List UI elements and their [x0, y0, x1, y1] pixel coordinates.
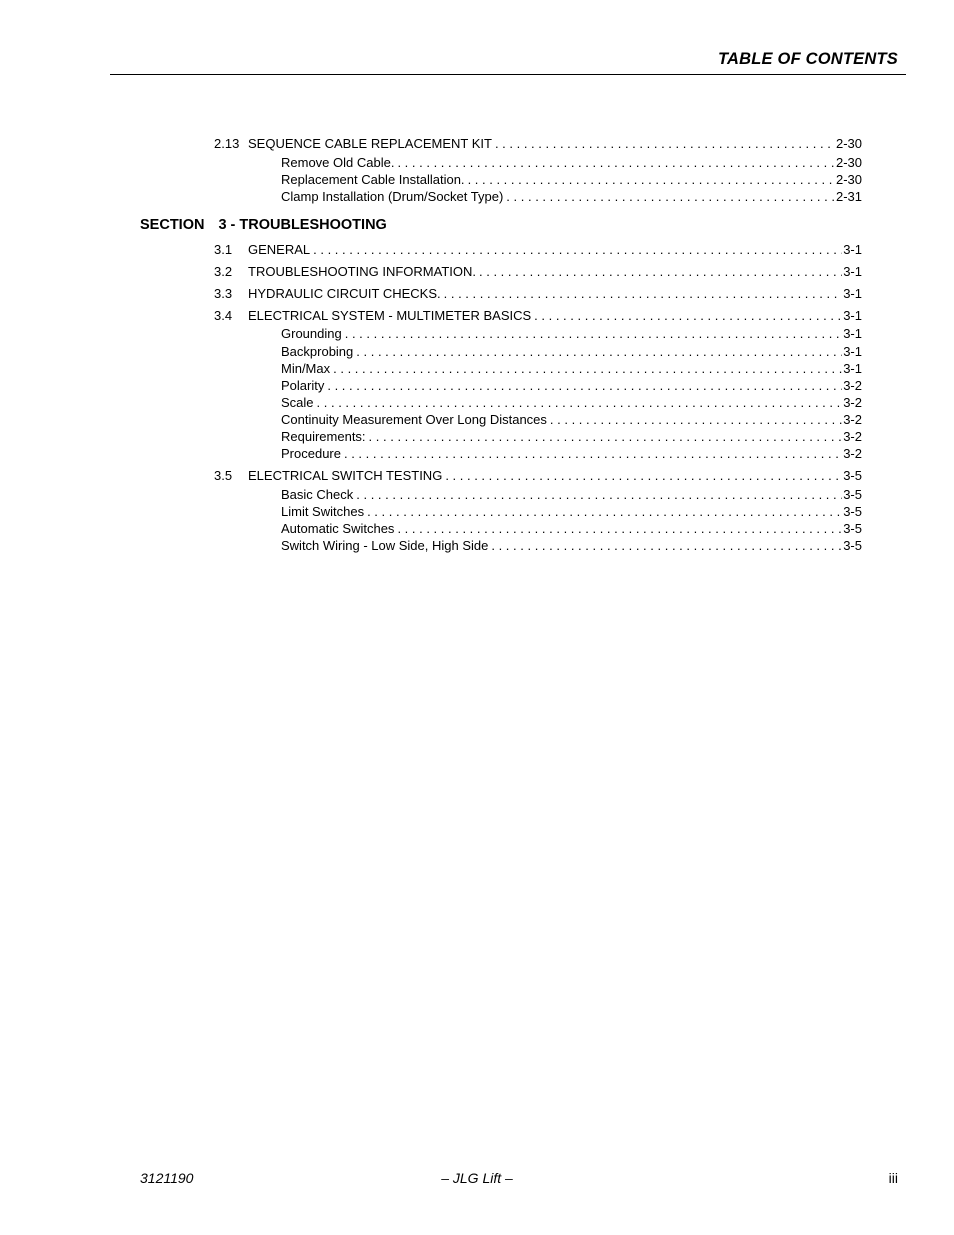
toc-subentry[interactable] [281, 412, 862, 428]
toc-entry-number: 3.5 [214, 468, 233, 483]
toc-subentry[interactable] [281, 429, 862, 445]
dot-leader [506, 189, 835, 205]
toc-subentry[interactable] [281, 344, 862, 360]
toc-entry-title: Limit Switches [281, 504, 365, 519]
toc-entry-title: Replacement Cable Installation. [281, 172, 465, 187]
toc-entry[interactable] [214, 136, 862, 152]
dot-leader [333, 361, 842, 377]
toc-entry-title: SEQUENCE CABLE REPLACEMENT KIT [248, 136, 492, 151]
toc-entry-page: 3-2 [843, 429, 862, 444]
dot-leader [317, 395, 843, 411]
toc-entry-title: Backprobing [281, 344, 354, 359]
dot-leader [367, 504, 842, 520]
toc-entry-page: 3-1 [843, 308, 862, 323]
toc-entry-page: 3-5 [843, 487, 862, 502]
dot-leader [534, 308, 842, 324]
toc-entry-page: 3-5 [843, 521, 862, 536]
toc-entry-title: Switch Wiring - Low Side, High Side [281, 538, 489, 553]
dot-leader [550, 412, 842, 428]
toc-subentry[interactable] [281, 326, 862, 342]
toc-entry-title: Continuity Measurement Over Long Distances [281, 412, 547, 427]
dot-leader [356, 487, 842, 503]
toc-subentry[interactable] [281, 538, 862, 554]
toc-entry-page: 3-2 [843, 446, 862, 461]
toc-entry-page: 3-1 [843, 264, 862, 279]
toc-entry-page: 2-30 [835, 172, 862, 187]
toc-entry-page: 3-1 [843, 242, 862, 257]
toc-entry-page: 3-1 [843, 344, 862, 359]
footer-brand: – JLG Lift – [441, 1170, 513, 1186]
dot-leader [397, 155, 835, 171]
toc-subentry[interactable] [281, 378, 862, 394]
section-label: SECTION [140, 217, 205, 233]
toc-entry[interactable] [214, 264, 862, 280]
toc-entry[interactable] [214, 286, 862, 302]
toc-subentry[interactable] [281, 172, 862, 188]
toc-entry-page: 2-30 [835, 155, 862, 170]
toc-entry-title: ELECTRICAL SWITCH TESTING [248, 468, 443, 483]
section-title: 3 - TROUBLESHOOTING [218, 217, 387, 233]
toc-entry-page: 3-1 [843, 326, 862, 341]
toc-entry-number: 3.1 [214, 242, 233, 257]
toc-entry-page: 2-30 [835, 136, 862, 151]
dot-leader [444, 286, 843, 302]
toc-entry-title: Procedure [281, 446, 341, 461]
toc-entry-number: 3.4 [214, 308, 233, 323]
toc-entry-title: HYDRAULIC CIRCUIT CHECKS. [248, 286, 441, 301]
toc-entry[interactable] [214, 308, 862, 324]
dot-leader [445, 468, 842, 484]
dot-leader [479, 264, 842, 280]
toc-entry[interactable] [214, 242, 862, 258]
toc-entry-title: Automatic Switches [281, 521, 395, 536]
toc-entry-page: 3-5 [843, 538, 862, 553]
dot-leader [369, 429, 843, 445]
dot-leader [491, 538, 842, 554]
dot-leader [344, 446, 842, 462]
toc-entry-number: 3.3 [214, 286, 233, 301]
toc-entry-page: 3-2 [843, 412, 862, 427]
toc-entry-title: Clamp Installation (Drum/Socket Type) [281, 189, 504, 204]
toc-entry-page: 3-2 [843, 395, 862, 410]
toc-entry-number: 3.2 [214, 264, 233, 279]
dot-leader [356, 344, 842, 360]
toc-subentry[interactable] [281, 361, 862, 377]
toc-subentry[interactable] [281, 395, 862, 411]
toc-entry-page: 3-2 [843, 378, 862, 393]
toc-entry-title: Grounding [281, 326, 342, 341]
toc-entry-title: Polarity [281, 378, 325, 393]
toc-subentry[interactable] [281, 487, 862, 503]
toc-entry-title: Requirements: [281, 429, 366, 444]
dot-leader [345, 326, 842, 342]
dot-leader [468, 172, 835, 188]
toc-entry-title: Min/Max [281, 361, 331, 376]
toc-entry-title: Basic Check [281, 487, 354, 502]
page-title: TABLE OF CONTENTS [717, 50, 898, 68]
toc-entry[interactable] [214, 468, 862, 484]
toc-subentry[interactable] [281, 155, 862, 171]
toc-subentry[interactable] [281, 521, 862, 537]
toc-entry-title: Scale [281, 395, 314, 410]
section-heading[interactable] [140, 216, 387, 234]
toc-entry-title: Remove Old Cable. [281, 155, 395, 170]
toc-entry-title: GENERAL [248, 242, 311, 257]
toc-entry-title: TROUBLESHOOTING INFORMATION. [248, 264, 476, 279]
dot-leader [327, 378, 842, 394]
document-number: 3121190 [140, 1170, 194, 1186]
toc-entry-page: 3-1 [843, 286, 862, 301]
dot-leader [313, 242, 842, 258]
toc-subentry[interactable] [281, 189, 862, 205]
dot-leader [397, 521, 842, 537]
dot-leader [495, 136, 835, 152]
toc-entry-page: 3-5 [843, 504, 862, 519]
toc-subentry[interactable] [281, 446, 862, 462]
header-divider [110, 74, 906, 75]
toc-entry-page: 3-5 [843, 468, 862, 483]
page-number: iii [888, 1170, 898, 1186]
toc-entry-title: ELECTRICAL SYSTEM - MULTIMETER BASICS [248, 308, 532, 323]
toc-entry-page: 2-31 [835, 189, 862, 204]
toc-entry-page: 3-1 [843, 361, 862, 376]
toc-subentry[interactable] [281, 504, 862, 520]
toc-entry-number: 2.13 [214, 136, 240, 151]
